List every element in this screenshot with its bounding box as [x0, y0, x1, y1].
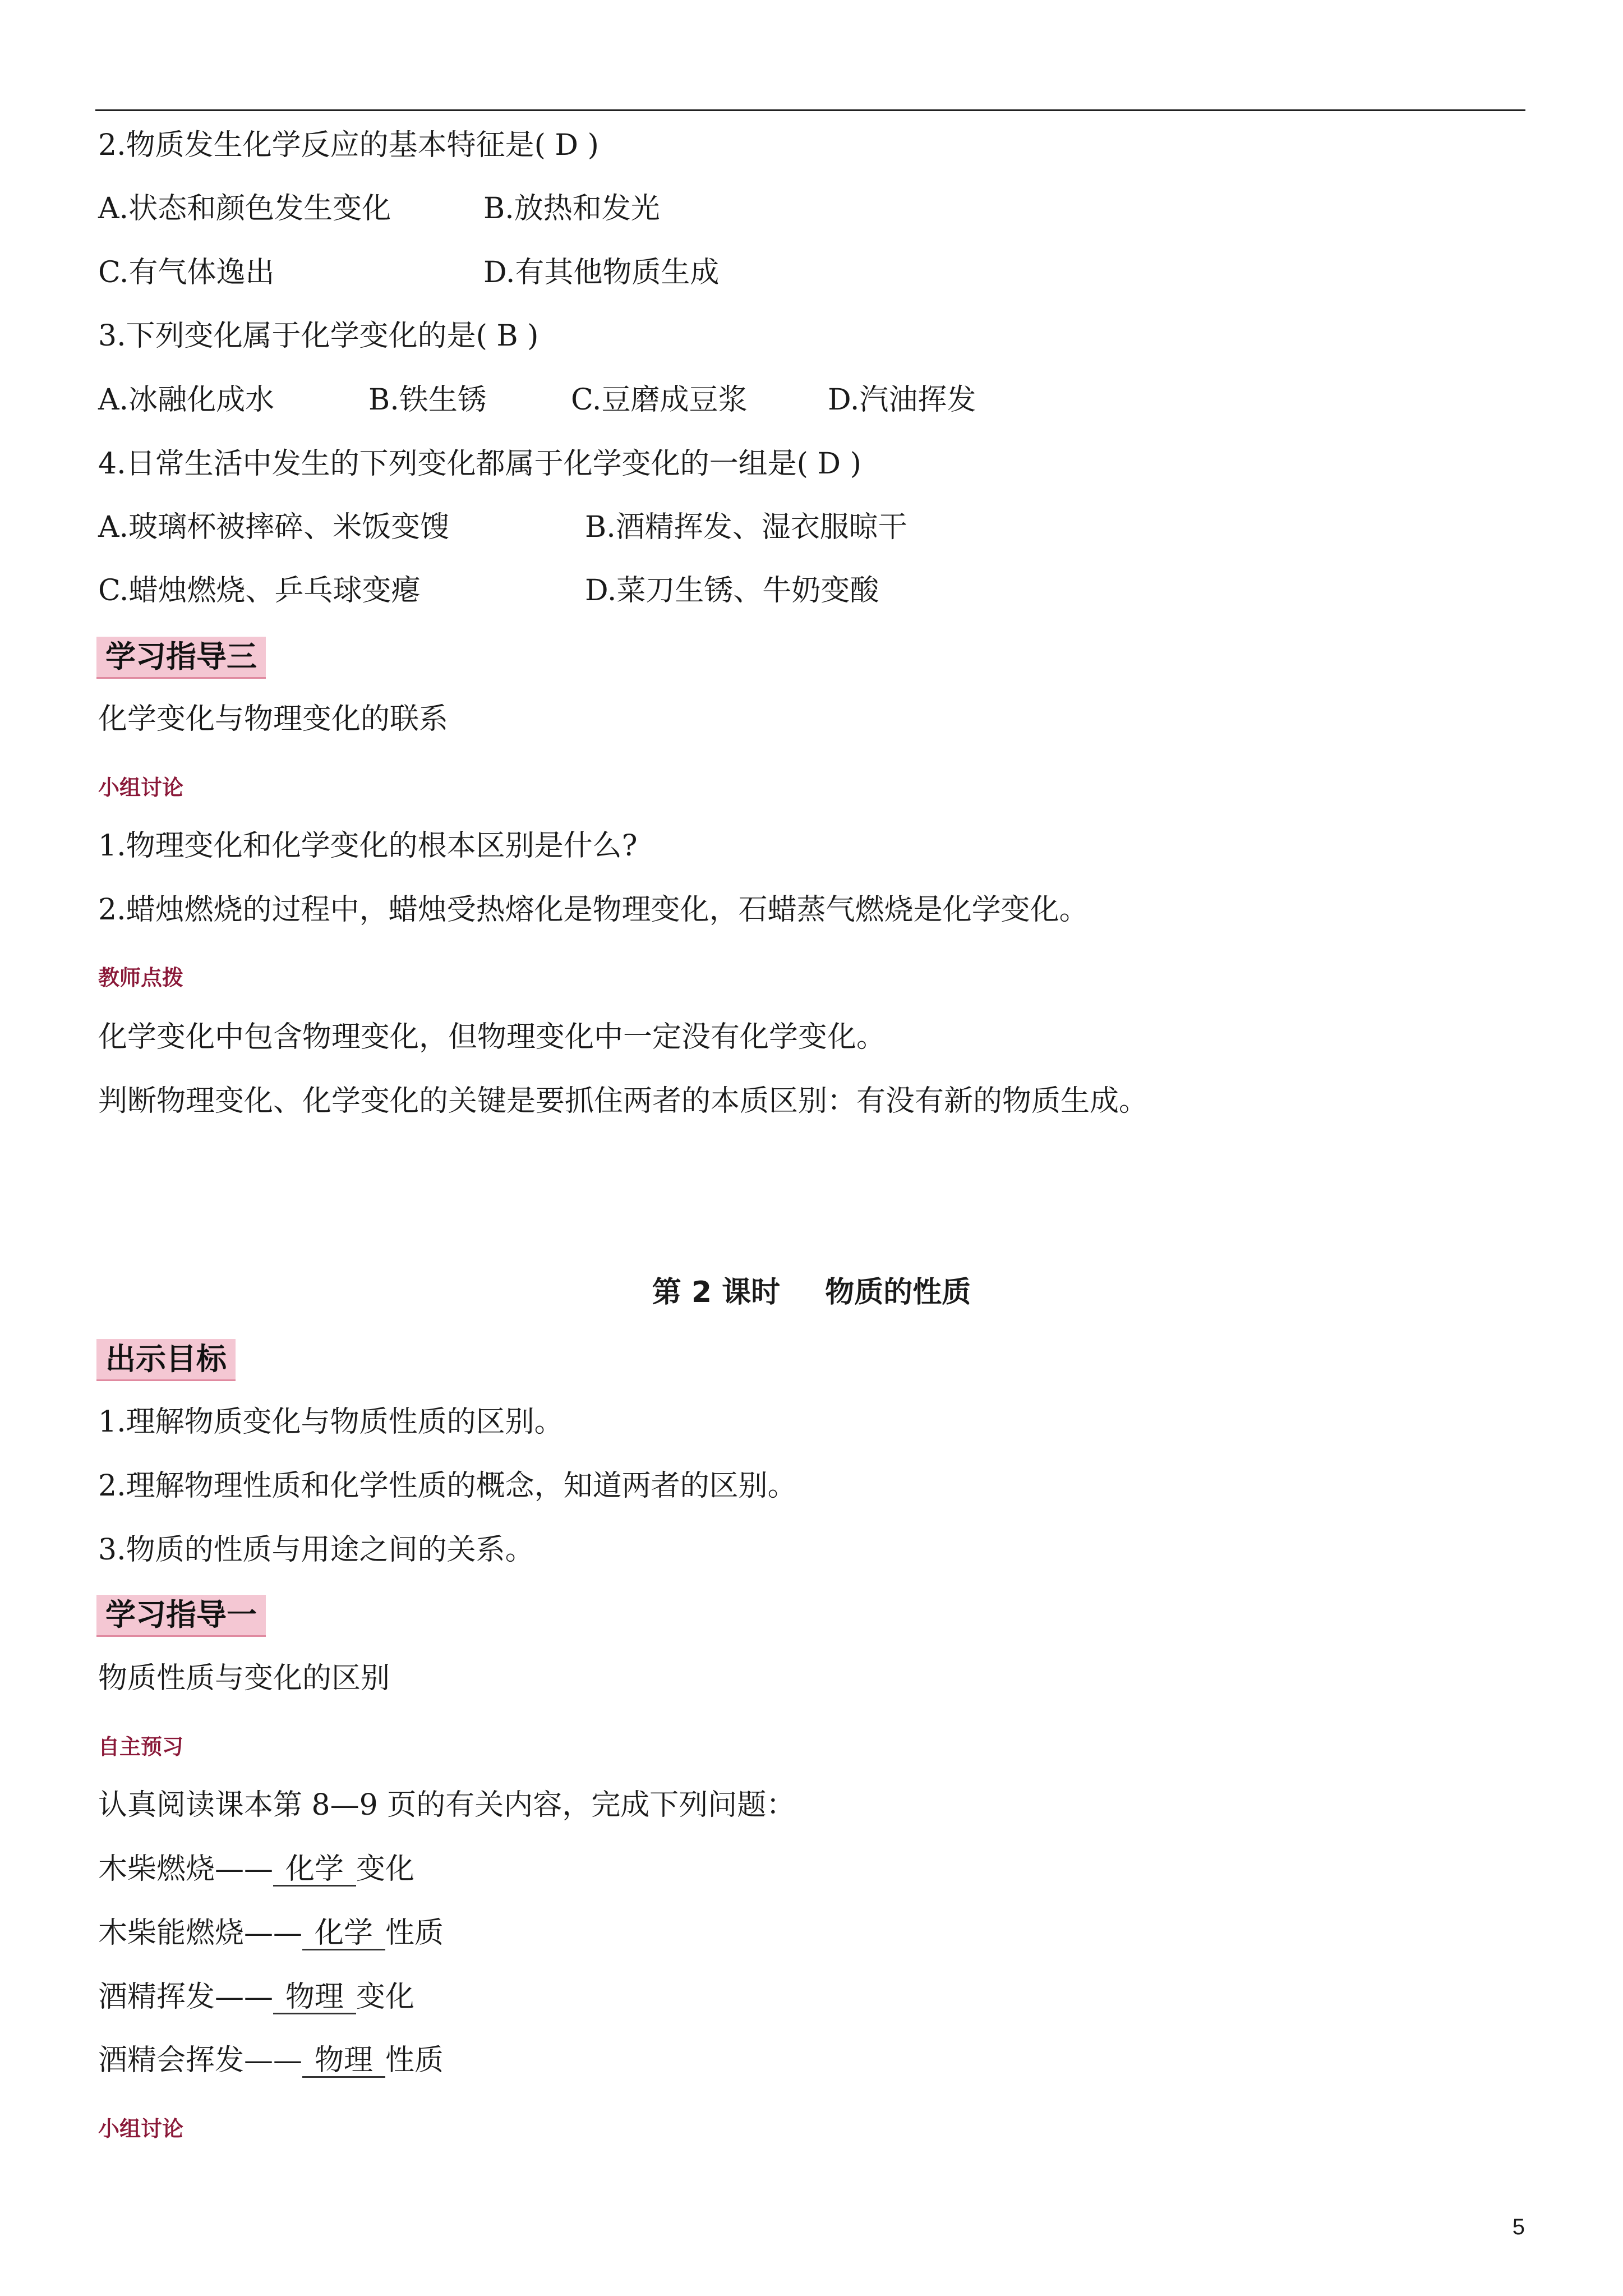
fill-item-4: 酒精会挥发—— 物理 性质 [98, 2044, 444, 2077]
goal-item-2: 2.理解物理性质和化学性质的概念，知道两者的区别。 [98, 1469, 797, 1503]
section-tag-goals: 出示目标 [96, 1339, 236, 1381]
guide-3-topic: 化学变化与物理变化的联系 [98, 702, 449, 736]
fill-item-2: 木柴能燃烧—— 化学 性质 [98, 1916, 444, 1950]
fill-blank-4[interactable]: 物理 [302, 2045, 385, 2078]
discussion-tag: 小组讨论 [98, 775, 184, 800]
fill-blank-2[interactable]: 化学 [302, 1917, 385, 1950]
discussion-item-1: 1.物理变化和化学变化的根本区别是什么? [98, 829, 638, 863]
question-2-option-d: D.有其他物质生成 [483, 256, 720, 289]
fill-blank-1[interactable]: 化学 [273, 1853, 356, 1887]
teacher-tip-line-1: 化学变化中包含物理变化，但物理变化中一定没有化学变化。 [98, 1020, 886, 1054]
preview-tag: 自主预习 [98, 1734, 184, 1759]
discussion-item-2: 2.蜡烛燃烧的过程中，蜡烛受热熔化是物理变化，石蜡蒸气燃烧是化学变化。 [98, 893, 1089, 927]
question-3-option-c: C.豆磨成豆浆 [571, 383, 748, 417]
question-4-option-d: D.菜刀生锈、牛奶变酸 [585, 574, 879, 608]
fill-item-1: 木柴燃烧—— 化学 变化 [98, 1852, 415, 1886]
section-tag-guide-1: 学习指导一 [96, 1595, 266, 1637]
preview-intro: 认真阅读课本第 8—9 页的有关内容，完成下列问题： [98, 1788, 796, 1822]
question-3-stem: 3.下列变化属于化学变化的是( B ) [98, 319, 539, 353]
teacher-tip-line-2: 判断物理变化、化学变化的关键是要抓住两者的本质区别：有没有新的物质生成。 [98, 1084, 1149, 1118]
lesson-topic: 物质的性质 [825, 1276, 971, 1309]
fill-item-3: 酒精挥发—— 物理 变化 [98, 1980, 415, 2014]
fill-blank-3[interactable]: 物理 [273, 1981, 356, 2014]
question-3-option-a: A.冰融化成水 [98, 383, 275, 417]
discussion-tag-2: 小组讨论 [98, 2116, 184, 2141]
guide-1-topic: 物质性质与变化的区别 [98, 1662, 390, 1695]
goal-item-3: 3.物质的性质与用途之间的关系。 [98, 1533, 534, 1567]
page-number: 5 [1512, 2215, 1525, 2239]
teacher-tip-tag: 教师点拨 [98, 965, 184, 990]
question-2-stem: 2.物质发生化学反应的基本特征是( D ) [98, 128, 599, 162]
question-4-option-a: A.玻璃杯被摔碎、米饭变馊 [98, 510, 450, 544]
question-4-stem: 4.日常生活中发生的下列变化都属于化学变化的一组是( D ) [98, 447, 861, 481]
goal-item-1: 1.理解物质变化与物质性质的区别。 [98, 1405, 564, 1439]
question-3-option-b: B.铁生锈 [368, 383, 487, 417]
question-4-option-b: B.酒精挥发、湿衣服晾干 [585, 510, 907, 544]
section-tag-guide-3: 学习指导三 [96, 637, 266, 679]
question-4-option-c: C.蜡烛燃烧、乒乓球变瘪 [98, 574, 421, 608]
lesson-title [0, 1274, 1623, 1310]
question-2-option-b: B.放热和发光 [483, 192, 660, 226]
question-2-option-a: A.状态和颜色发生变化 [98, 192, 391, 226]
question-3-option-d: D.汽油挥发 [828, 383, 976, 417]
question-2-option-c: C.有气体逸出 [98, 256, 275, 289]
lesson-number: 第 2 课时 [652, 1276, 781, 1309]
header-rule [95, 109, 1525, 111]
